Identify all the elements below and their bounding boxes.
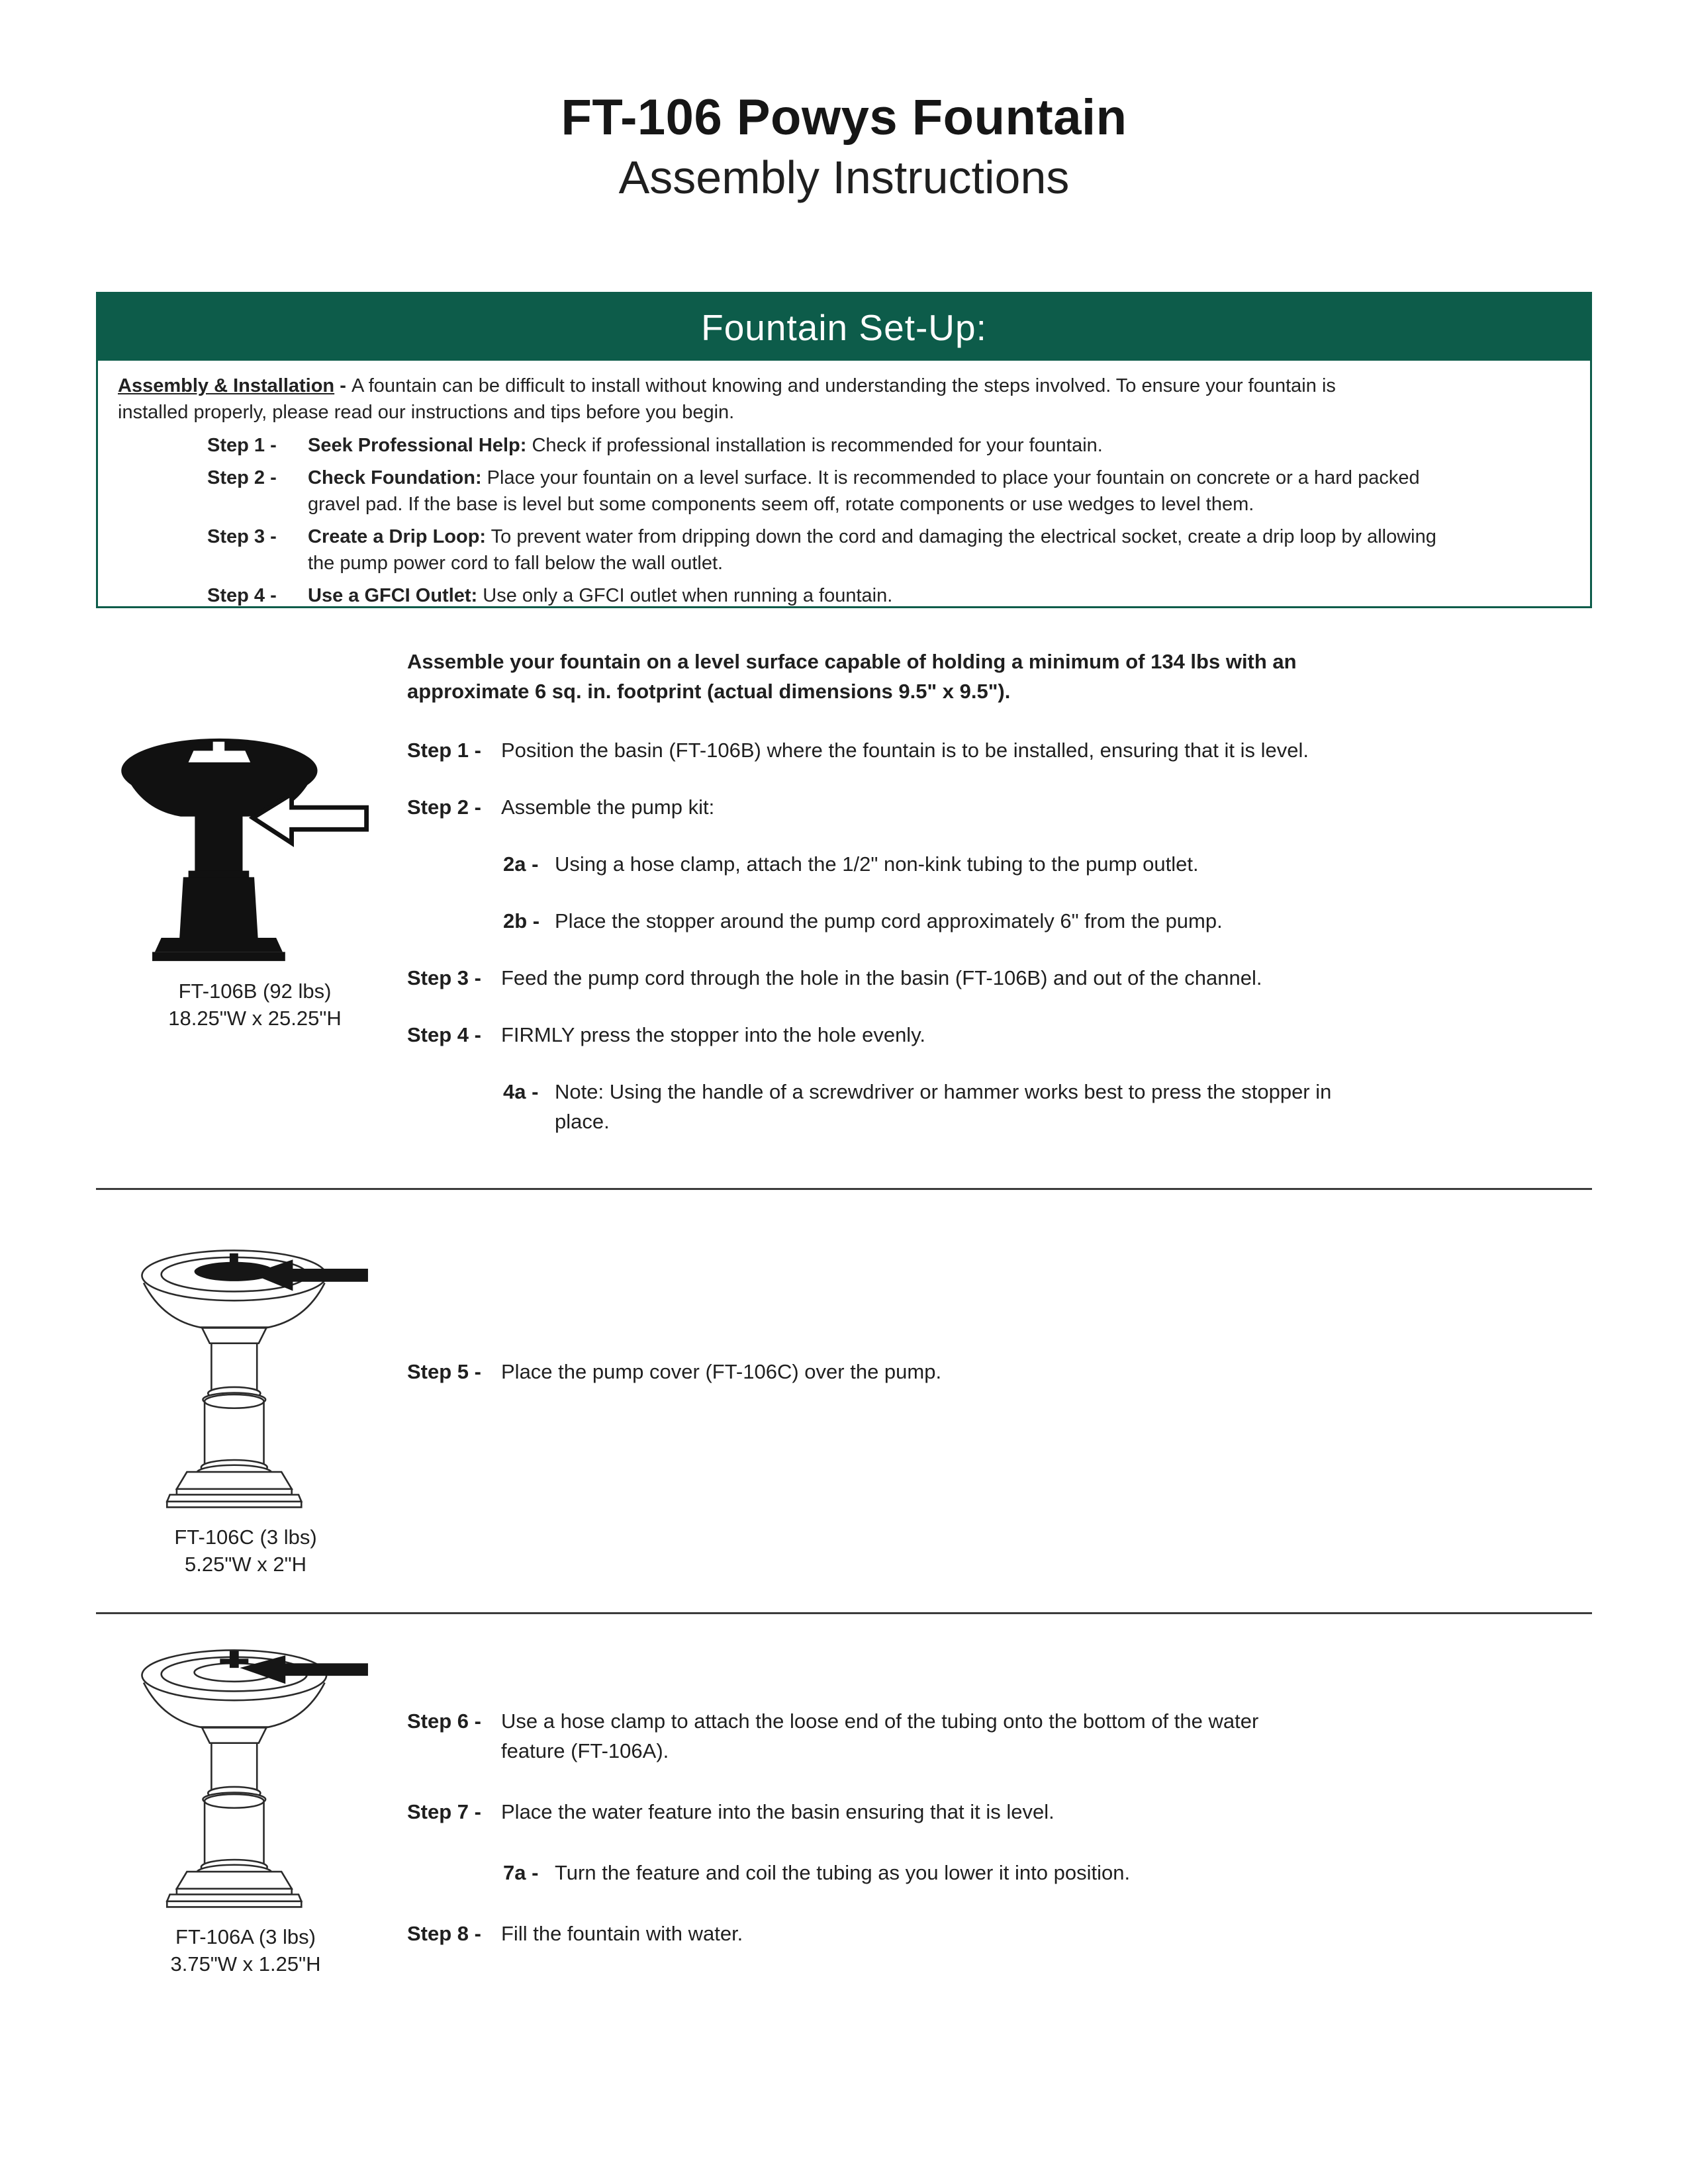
assembly-section-water-feature (96, 1640, 1592, 2105)
step-number: Step 8 - (407, 1922, 481, 1945)
step-2a (407, 849, 1526, 879)
setup-step-body: Use only a GFCI outlet when running a fountain. (483, 585, 893, 606)
setup-step-number: Step 4 - (207, 585, 277, 606)
setup-step-body-line2: gravel pad. If the base is level but some components seem off, rotate components or use wedges to level them. (308, 494, 1254, 515)
figure-ft106c (101, 1244, 390, 1578)
setup-box-header: Fountain Set-Up: (98, 294, 1590, 361)
step-text-line2: place. (555, 1110, 610, 1133)
figure-caption-model: FT-106B (92 lbs) (178, 979, 332, 1003)
figure-caption (111, 978, 399, 1032)
step-text (555, 1077, 1526, 1136)
section1-intro-line2: approximate 6 sq. in. footprint (actual dimensions 9.5" x 9.5"). (407, 680, 1011, 703)
step-7 (407, 1797, 1526, 1827)
step-5 (407, 1357, 1526, 1387)
fountain-basin-silhouette-icon (116, 734, 394, 963)
setup-intro-separator: - (334, 375, 352, 396)
setup-step-heading: Create a Drip Loop: (308, 526, 487, 547)
setup-step-number: Step 1 - (207, 435, 277, 456)
setup-intro-label: Assembly & Installation (118, 375, 335, 396)
step-text: Position the basin (FT-106B) where the fountain is to be installed, ensuring that it is level. (501, 739, 1309, 762)
step-number: Step 4 - (407, 1023, 481, 1046)
step-number: 7a - (503, 1861, 539, 1884)
setup-step-number: Step 2 - (207, 467, 277, 488)
setup-intro-line2: installed properly, please read our instructions and tips before you begin. (118, 402, 735, 423)
step-7a (407, 1858, 1526, 1888)
step-text: Using a hose clamp, attach the 1/2" non-kink tubing to the pump outlet. (555, 852, 1199, 876)
figure-caption (101, 1923, 390, 1978)
step-text: Place the water feature into the basin ensuring that it is level. (501, 1800, 1055, 1823)
water-feature-finial-icon (230, 1651, 239, 1668)
section-divider (96, 1612, 1592, 1614)
setup-step-body: To prevent water from dripping down the cord and damaging the electrical socket, create a drip loop by allowing (491, 526, 1436, 547)
figure-caption (101, 1524, 390, 1578)
step-text-line1: Note: Using the handle of a screwdriver or hammer works best to press the stopper in (555, 1080, 1332, 1103)
figure-caption-dimensions: 5.25"W x 2"H (185, 1553, 306, 1576)
section3-text (407, 1640, 1526, 1948)
figure-caption-dimensions: 3.75"W x 1.25"H (170, 1952, 321, 1976)
section2-text (407, 1243, 1526, 1387)
setup-step-text (308, 465, 1554, 518)
step-text: Turn the feature and coil the tubing as you lower it into position. (555, 1861, 1131, 1884)
setup-step-text (308, 523, 1554, 576)
step-3 (407, 963, 1526, 993)
step-text: Fill the fountain with water. (501, 1922, 743, 1945)
setup-step-2 (118, 465, 1554, 518)
step-number: 2b - (503, 909, 540, 933)
figure-ft106a (101, 1644, 390, 1978)
step-text (501, 1706, 1526, 1766)
step-4 (407, 1020, 1526, 1050)
step-text: Assemble the pump kit: (501, 796, 715, 819)
setup-step-text (308, 582, 1554, 609)
figure-caption-model: FT-106A (3 lbs) (175, 1925, 316, 1948)
setup-step-heading: Seek Professional Help: (308, 435, 527, 456)
step-number: Step 7 - (407, 1800, 481, 1823)
step-number: 4a - (503, 1080, 539, 1103)
assembly-section-pump-cover (96, 1243, 1592, 1612)
section1-intro (407, 647, 1526, 706)
section1-text (407, 623, 1526, 1136)
step-number: Step 3 - (407, 966, 481, 989)
setup-step-1 (118, 432, 1554, 459)
fountain-pump-cover-drawing-icon (122, 1244, 369, 1509)
step-text: Feed the pump cord through the hole in the basin (FT-106B) and out of the channel. (501, 966, 1262, 989)
setup-step-body-line2: the pump power cord to fall below the wall outlet. (308, 553, 724, 574)
step-2 (407, 792, 1526, 822)
step-6 (407, 1706, 1526, 1766)
setup-step-number: Step 3 - (207, 526, 277, 547)
step-4a (407, 1077, 1526, 1136)
step-number: Step 1 - (407, 739, 481, 762)
setup-step-heading: Check Foundation: (308, 467, 482, 488)
section-divider (96, 1188, 1592, 1190)
assembly-section-basin (96, 623, 1592, 1188)
page-title: FT-106 Powys Fountain (561, 89, 1127, 146)
step-8 (407, 1919, 1526, 1948)
setup-intro-line1: A fountain can be difficult to install without knowing and understanding the steps involved. To ensure your fountain is (351, 375, 1336, 396)
step-text: Place the stopper around the pump cord approximately 6" from the pump. (555, 909, 1223, 933)
setup-step-body: Check if professional installation is recommended for your fountain. (532, 435, 1103, 456)
figure-caption-model: FT-106C (3 lbs) (174, 1525, 317, 1549)
step-text: FIRMLY press the stopper into the hole evenly. (501, 1023, 926, 1046)
figure-caption-dimensions: 18.25"W x 25.25"H (168, 1007, 342, 1030)
setup-step-text (308, 432, 1554, 459)
step-text: Place the pump cover (FT-106C) over the pump. (501, 1360, 942, 1383)
setup-step-4 (118, 582, 1554, 609)
figure-ft106b (111, 734, 399, 1032)
section1-intro-line1: Assemble your fountain on a level surface capable of holding a minimum of 134 lbs with an (407, 650, 1297, 673)
setup-step-3 (118, 523, 1554, 576)
setup-box-body (98, 361, 1590, 609)
step-number: 2a - (503, 852, 539, 876)
page-subtitle: Assembly Instructions (618, 152, 1070, 203)
step-number: Step 6 - (407, 1709, 481, 1733)
fountain-setup-section (96, 292, 1592, 608)
step-text-line1: Use a hose clamp to attach the loose end of the tubing onto the bottom of the water (501, 1709, 1259, 1733)
step-number: Step 2 - (407, 796, 481, 819)
step-number: Step 5 - (407, 1360, 481, 1383)
step-text-line2: feature (FT-106A). (501, 1739, 669, 1762)
step-2b (407, 906, 1526, 936)
setup-intro (118, 373, 1554, 426)
step-1 (407, 735, 1526, 765)
setup-step-heading: Use a GFCI Outlet: (308, 585, 478, 606)
fountain-water-feature-drawing-icon (122, 1644, 369, 1909)
setup-step-body: Place your fountain on a level surface. It is recommended to place your fountain on concrete or a hard packed (487, 467, 1420, 488)
